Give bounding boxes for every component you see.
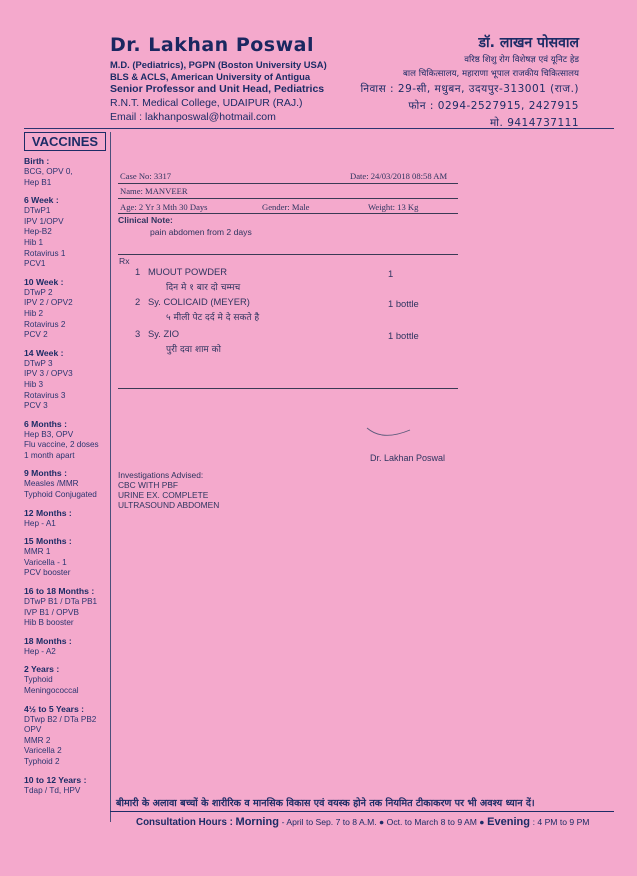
consultation-hours: [136, 816, 589, 828]
evening-label: Evening: [487, 816, 530, 828]
vaccine-item: 1 month apart: [24, 450, 75, 460]
vaccine-group: [24, 536, 110, 579]
case-number: Case No: 3317: [120, 171, 172, 181]
clinical-note-label: Clinical Note:: [118, 215, 173, 225]
vaccine-group-heading: Birth :: [24, 156, 50, 166]
vaccine-item: Tdap / Td, HPV: [24, 785, 81, 795]
vaccine-group-heading: 18 Months :: [24, 635, 72, 646]
rx-label: Rx: [119, 256, 130, 266]
clinical-note-text: pain abdomen from 2 days: [150, 227, 252, 237]
vaccine-item: Measles /MMR: [24, 479, 79, 489]
hours-label: Consultation Hours :: [136, 817, 233, 828]
vaccine-item: DTwP B1 / DTa PB1: [24, 597, 98, 607]
vaccines-title: VACCINES: [24, 132, 106, 151]
hindi-hospital-line: बाल चिकित्सालय, महाराणा भूपाल राजकीय चिकित्सालय: [403, 68, 579, 79]
vaccine-item: Hib 3: [24, 379, 44, 389]
patient-gender: Gender: Male: [262, 202, 310, 212]
medicine-number: 1: [135, 266, 141, 277]
vaccine-item: Rotavirus 3: [24, 390, 66, 400]
hindi-mobile-line: मो. 9414737111: [490, 117, 579, 129]
prescription-date: Date: 24/03/2018 08:58 AM: [350, 171, 448, 181]
medicine-instruction: ५ मीली पेट दर्द मे दे सकते है: [166, 313, 260, 323]
vaccine-item: Hep - A2: [24, 646, 56, 656]
vaccine-group-heading: 4½ to 5 Years :: [24, 703, 85, 714]
vaccine-group: [24, 277, 110, 341]
investigation-item: ULTRASOUND ABDOMEN: [118, 500, 220, 510]
vaccine-item: Meningococcal: [24, 686, 79, 695]
investigation-item: URINE EX. COMPLETE: [118, 490, 209, 500]
vaccine-item: Hep - A1: [24, 518, 56, 528]
vaccine-item: PCV1: [24, 259, 46, 269]
morning-label: Morning: [235, 816, 279, 828]
medicine-instruction: पुरी दवा शाम को: [166, 345, 221, 355]
vaccine-group: [24, 586, 110, 629]
vaccine-group: [24, 664, 110, 696]
vaccine-item: Hep-B2: [24, 227, 52, 237]
footer-divider: [110, 811, 614, 812]
qualification-line-2: BLS & ACLS, American University of Antigua: [110, 71, 311, 82]
vaccine-group-heading: 2 Years :: [24, 664, 60, 675]
patient-name: Name: MANVEER: [120, 186, 188, 196]
vaccine-item: Flu vaccine, 2 doses: [24, 440, 99, 450]
patient-age: Age: 2 Yr 3 Mth 30 Days: [120, 202, 208, 212]
vaccine-item: OPV: [24, 725, 42, 735]
vaccine-group: [24, 468, 110, 500]
vaccine-sidebar: [24, 132, 110, 803]
vaccine-item: IVP B1 / OPVB: [24, 607, 79, 617]
vaccine-item: DTwP1: [24, 206, 51, 216]
patient-weight: Weight: 13 Kg: [368, 202, 419, 212]
vaccine-group: [24, 704, 110, 768]
medicine-quantity: 1 bottle: [388, 330, 419, 341]
doctor-name: Dr. Lakhan Poswal: [110, 34, 314, 56]
vaccine-item: Varicella 2: [24, 746, 62, 756]
vaccine-item: Hib 2: [24, 308, 44, 318]
doctor-header-english: [110, 34, 370, 124]
signature-name: Dr. Lakhan Poswal: [370, 453, 446, 463]
vaccine-item: Typhoid Conjugated: [24, 490, 97, 500]
vaccine-group-heading: 10 Week :: [24, 276, 64, 287]
medicine-name: Sy. ZIO: [148, 328, 180, 339]
vaccine-group-heading: 15 Months :: [24, 536, 72, 547]
vaccine-item: Typhoid: [24, 675, 53, 685]
vaccine-item: IPV 1/OPV: [24, 216, 64, 226]
investigation-item: CBC WITH PBF: [118, 480, 179, 490]
doctor-header-hindi: [339, 33, 579, 132]
medicine-number: 2: [135, 296, 141, 307]
morning-hours: - April to Sep. 7 to 8 A.M. ● Oct. to March 8 to 9 AM ●: [281, 817, 485, 827]
vaccine-item: BCG, OPV 0,: [24, 167, 73, 176]
vaccine-item: MMR 1: [24, 547, 51, 557]
vaccine-item: Hib B booster: [24, 618, 74, 628]
vaccine-group: [24, 156, 110, 188]
divider: [118, 388, 458, 389]
vaccine-item: DTwP 2: [24, 287, 53, 297]
vaccine-item: Typhoid 2: [24, 756, 60, 766]
email-line: Email : lakhanposwal@hotmail.com: [110, 111, 276, 123]
doctor-name-hindi: डॉ. लाखन पोसवाल: [478, 35, 579, 51]
vaccine-item: DTwP 3: [24, 358, 53, 368]
vaccine-item: IPV 2 / OPV2: [24, 298, 73, 308]
investigations-label: Investigations Advised:: [118, 470, 204, 480]
vaccine-item: Rotavirus 1: [24, 248, 66, 258]
vaccine-group-heading: 9 Months :: [24, 468, 67, 479]
vaccine-item: Hep B3, OPV: [24, 429, 74, 439]
medicine-name: MUOUT POWDER: [148, 266, 227, 277]
hindi-title-line: वरिष्ठ शिशु रोग विशेषज्ञ एवं यूनिट हेड: [464, 55, 579, 65]
vaccine-group: [24, 775, 110, 797]
position-line: Senior Professor and Unit Head, Pediatrics: [110, 83, 325, 95]
vaccine-item: Varicella - 1: [24, 557, 67, 567]
medicine-instruction: दिन मे १ बार दो चम्मच: [166, 283, 241, 293]
vaccine-item: Hep B1: [24, 177, 52, 187]
vaccine-item: Rotavirus 2: [24, 319, 66, 329]
footer-note: बीमारी के अलावा बच्चों के शारीरिक व मानसिक विकास एवं वयस्क होने तक नियमित टीकाकरण पर भी अवश्य ध्यान दें।: [116, 798, 535, 809]
medicine-quantity: 1: [388, 268, 394, 279]
signature-mark: [364, 418, 414, 442]
hindi-phone-line: फोन : 0294-2527915, 2427915: [408, 100, 579, 112]
vaccine-group-heading: 10 to 12 Years :: [24, 774, 87, 785]
qualification-line-1: M.D. (Pediatrics), PGPN (Boston University USA): [110, 59, 327, 70]
vaccine-group-heading: 16 to 18 Months :: [24, 586, 95, 597]
vaccine-group: [24, 636, 110, 658]
medicine-quantity: 1 bottle: [388, 298, 419, 309]
vaccine-group-heading: 12 Months :: [24, 507, 72, 518]
vaccine-item: PCV booster: [24, 568, 71, 578]
divider: [118, 254, 458, 255]
header-divider: [24, 128, 614, 129]
medicine-name: Sy. COLICAID (MEYER): [148, 296, 250, 307]
prescription-body: [118, 168, 458, 237]
vaccine-group-heading: 6 Week :: [24, 195, 59, 206]
vaccine-item: PCV 3: [24, 401, 48, 411]
hindi-address-line: निवास : 29-सी, मधुबन, उदयपुर-313001 (राज.): [360, 83, 579, 95]
vaccine-item: PCV 2: [24, 330, 48, 340]
vaccine-item: Hib 1: [24, 237, 44, 247]
vaccine-item: DTwp B2 / DTa PB2: [24, 714, 97, 724]
vaccine-item: MMR 2: [24, 735, 51, 745]
college-line: R.N.T. Medical College, UDAIPUR (RAJ.): [110, 97, 303, 109]
medicine-number: 3: [135, 328, 141, 339]
vaccine-item: IPV 3 / OPV3: [24, 369, 73, 379]
sidebar-divider: [110, 132, 111, 822]
vaccine-group: [24, 508, 110, 530]
vaccine-group: [24, 348, 110, 412]
vaccine-group-heading: 14 Week :: [24, 347, 64, 358]
vaccine-group: [24, 195, 110, 270]
investigations: [118, 470, 219, 510]
evening-hours: : 4 PM to 9 PM: [532, 817, 590, 827]
vaccine-group-heading: 6 Months :: [24, 418, 67, 429]
divider: [118, 213, 458, 214]
vaccine-group: [24, 419, 110, 462]
